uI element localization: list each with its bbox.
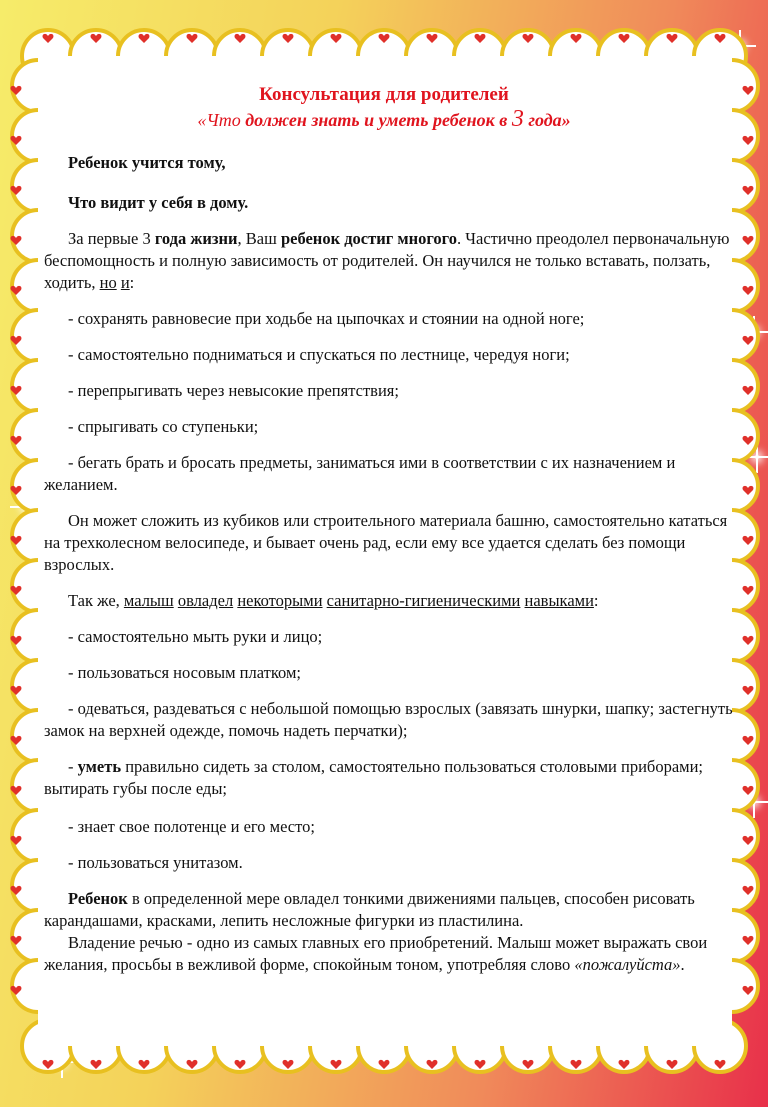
list-item: - уметь правильно сидеть за столом, самостоятельно пользоваться столовыми приборами; вытирать губы после еды; — [44, 757, 704, 798]
list-item: - пользоваться носовым платком; — [68, 663, 301, 682]
page-title: Консультация для родителей — [259, 84, 509, 105]
fine-motor-paragraph: Ребенок в определенной мере овладел тонкими движениями пальцев, способен рисовать карандашами, красками, лепить несложные фигурки из пластилина. — [44, 889, 695, 930]
hygiene-intro: Так же, малыш овладел некоторыми санитарно-гигиеническими навыками: — [68, 591, 599, 610]
list-item: - знает свое полотенце и его место; — [68, 817, 315, 836]
list-item: - перепрыгивать через невысокие препятствия; — [68, 381, 399, 400]
list-item: - сохранять равновесие при ходьбе на цыпочках и стоянии на одной ноге; — [68, 309, 585, 328]
list-item: - бегать брать и бросать предметы, заниматься ими в соответствии с их назначением и желанием. — [44, 453, 676, 494]
list-item: - спрыгивать со ступеньки; — [68, 417, 259, 436]
list-item: - пользоваться унитазом. — [68, 853, 243, 872]
intro-paragraph: За первые 3 года жизни, Ваш ребенок достиг многого. Частично преодолел первоначальную беспомощность и полную зависимость от родителей. Он научился не только вставать, ползать, ходить, но и: — [44, 229, 730, 292]
list-item: - одеваться, раздеваться с небольшой помощью взрослых (завязать шнурки, шапку; застегнуть замок на верхней одежде, помочь надеть перчатки); — [44, 699, 733, 740]
epigraph-line-2: Что видит у себя в дому. — [68, 193, 249, 212]
list-item: - самостоятельно подниматься и спускаться по лестнице, чередуя ноги; — [68, 345, 570, 364]
epigraph-line-1: Ребенок учится тому, — [68, 153, 226, 172]
list-item: - самостоятельно мыть руки и лицо; — [68, 627, 323, 646]
page-subtitle: «Что должен знать и уметь ребенок в 3 года» — [197, 106, 571, 132]
building-paragraph: Он может сложить из кубиков или строительного материала башню, самостоятельно кататься на трехколесном велосипеде, и бывает очень рад, если ему все удается сделать без помощи взрослых. — [44, 511, 728, 574]
speech-paragraph: Владение речью - одно из самых главных его приобретений. Малыш может выражать свои желания, просьбы в вежливой форме, спокойным тоном, употребляя слово «пожалуйста». — [44, 933, 708, 974]
